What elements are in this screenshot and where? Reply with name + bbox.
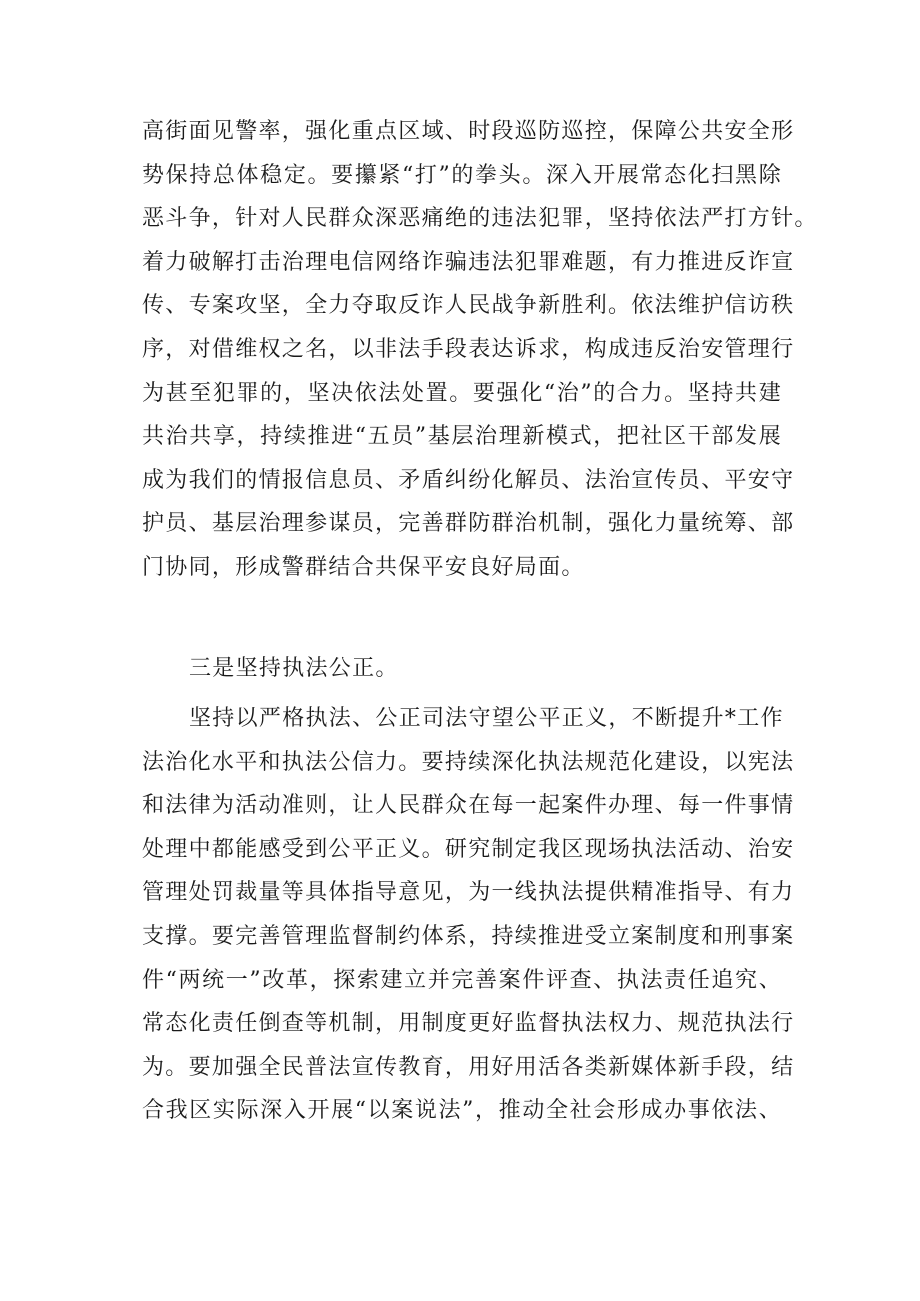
paragraph-line: 为。要加强全民普法宣传教育，用好用活各类新媒体新手段，结: [142, 1054, 795, 1080]
paragraph-line: 为甚至犯罪的，坚决依法处置。要强化“治”的合力。坚持共建: [142, 380, 782, 406]
paragraph-line: 处理中都能感受到公平正义。研究制定我区现场执法活动、治安: [142, 836, 795, 862]
paragraph-line: 管理处罚裁量等具体指导意见，为一线执法提供精准指导、有力: [142, 880, 795, 906]
paragraph-line: 门协同，形成警群结合共保平安良好局面。: [142, 554, 585, 580]
paragraph-line: 法治化水平和执法公信力。要持续深化执法规范化建设，以宪法: [142, 749, 795, 775]
section-heading: [142, 647, 782, 691]
section-heading-text: 三是坚持执法公正。: [189, 656, 399, 681]
paragraph-line: 恶斗争，针对人民群众深恶痛绝的违法犯罪，坚持依法严打方针。: [142, 206, 818, 232]
paragraph-line: 传、专案攻坚，全力夺取反诈人民战争新胜利。依法维护信访秩: [142, 293, 795, 319]
paragraph-line: 合我区实际深入开展“以案说法”，推动全社会形成办事依法、: [142, 1098, 782, 1124]
paragraph-line: 和法律为活动准则，让人民群众在每一起案件办理、每一件事情: [142, 793, 795, 819]
paragraph-line: 序，对借维权之名，以非法手段表达诉求，构成违反治安管理行: [142, 336, 795, 362]
paragraph-line: 成为我们的情报信息员、矛盾纠纷化解员、法治宣传员、平安守: [142, 467, 795, 493]
paragraph-line: 支撑。要完善管理监督制约体系，持续推进受立案制度和刑事案: [142, 923, 795, 949]
paragraph-line: 常态化责任倒查等机制，用制度更好监督执法权力、规范执法行: [142, 1011, 795, 1037]
paragraph-public-security: [142, 110, 818, 590]
paragraph-line: 共治共享，持续推进“五员”基层治理新模式，把社区干部发展: [142, 424, 782, 450]
paragraph-fair-enforcement: [142, 697, 795, 1133]
paragraph-line: 着力破解打击治理电信网络诈骗违法犯罪难题，有力推进反诈宣: [142, 249, 795, 275]
paragraph-line: 护员、基层治理参谋员，完善群防群治机制，强化力量统筹、部: [142, 511, 795, 537]
paragraph-line: 件“两统一”改革，探索建立并完善案件评查、执法责任追究、: [142, 967, 782, 993]
paragraph-line: 高街面见警率，强化重点区域、时段巡防巡控，保障公共安全形: [142, 119, 795, 144]
paragraph-line: 坚持以严格执法、公正司法守望公平正义，不断提升*工作: [189, 706, 784, 731]
paragraph-line: 势保持总体稳定。要攥紧“打”的拳头。深入开展常态化扫黑除: [142, 162, 782, 188]
